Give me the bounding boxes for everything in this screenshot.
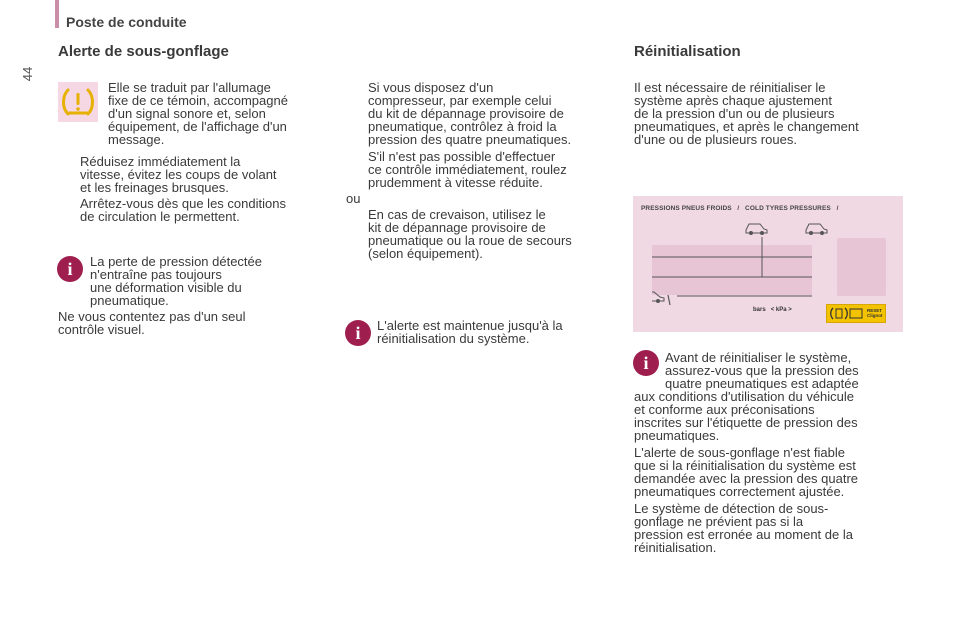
reset-note-line: assurez-vous que la pression des (665, 363, 859, 378)
reliability-line: que si la réinitialisation du système est (634, 458, 856, 473)
car-icon-front (746, 224, 767, 235)
reset-intro-line: d'une ou de plusieurs roues. (634, 132, 797, 147)
header-accent-bar (55, 0, 59, 28)
bullet-item-puncture: En cas de crevaison, utilisez le kit de dépannage provisoire de pneumatique ou la roue de secours (selon équipement). (368, 207, 572, 261)
reset-tyre-icon (830, 306, 866, 321)
bullet-item-stop: Arrêtez-vous dès que les conditions de circulation le permettent. (80, 196, 286, 224)
reliability-line: demandée avec la pression des quatre (634, 471, 859, 486)
or-label: ou (346, 191, 361, 206)
note-line: L'alerte est maintenue jusqu'à la (377, 318, 563, 333)
note-line: La perte de pression détectée (90, 254, 263, 269)
detection-line: réinitialisation. (634, 540, 717, 555)
intro-line: Elle se traduit par l'allumage (108, 80, 271, 95)
intro-line: message. (108, 132, 165, 147)
closing-line: Ne vous contentez pas d'un seul (58, 309, 246, 324)
tyre-label-table (652, 219, 832, 329)
reset-intro-line: pneumatiques, et après le changement (634, 119, 859, 134)
note-line: pneumatique. (90, 293, 169, 308)
reset-button-illustration (826, 304, 886, 323)
reset-intro-line: de la pression d'un ou de plusieurs (634, 106, 835, 121)
reliability-line: L'alerte de sous-gonflage n'est fiable (634, 445, 845, 460)
intro-line: d'un signal sonore et, selon (108, 106, 266, 121)
info-icon: i (57, 256, 83, 282)
tyre-label-title: PRESSIONS PNEUS FROIDS / COLD TYRES PRESSURES / (641, 205, 839, 212)
closing-line: contrôle visuel. (58, 322, 145, 337)
reliability-line: pneumatiques correctement ajustée. (634, 484, 845, 499)
tyre-label-units: bars < kPa > (753, 307, 792, 313)
reset-intro-line: système après chaque ajustement (634, 93, 832, 108)
section-heading-reset: Réinitialisation (634, 43, 741, 60)
tyre-pressure-label (633, 196, 903, 332)
note-line: n'entraîne pas toujours (90, 267, 222, 282)
page-header-title: Poste de conduite (66, 14, 187, 30)
reset-intro-line: Il est nécessaire de réinitialiser le (634, 80, 826, 95)
note-line: une déformation visible du (90, 280, 242, 295)
intro-line: fixe de ce témoin, accompagné (108, 93, 288, 108)
warning-light-box (58, 82, 98, 122)
info-icon: i (633, 350, 659, 376)
note-line: réinitialisation du système. (377, 331, 530, 346)
detection-line: pression est erronée au moment de la (634, 527, 853, 542)
page-number: 44 (20, 66, 35, 82)
intro-line: équipement, de l'affichage d'un (108, 119, 287, 134)
reset-note-line: quatre pneumatiques est adaptée (665, 376, 859, 391)
reset-label-text: RESET Clignot (867, 308, 883, 318)
section-heading-underinflation: Alerte de sous-gonflage (58, 43, 229, 60)
tyre-pressure-warning-icon (61, 86, 95, 118)
reset-note-line: pneumatiques. (634, 428, 720, 443)
reset-note-line: aux conditions d'utilisation du véhicule (634, 389, 855, 404)
reset-note-line: et conforme aux préconisations (634, 402, 815, 417)
reset-note-line: Avant de réinitialiser le système, (665, 350, 852, 365)
car-icon-rear (806, 224, 827, 235)
bullet-item-drive-carefully: S'il n'est pas possible d'effectuer ce contrôle immédiatement, roulez prudemment à vitesse réduite. (368, 149, 567, 190)
bullet-item-reduce-speed: Réduisez immédiatement la vitesse, évitez les coups de volant et les freinages brusques. (80, 154, 277, 195)
detection-line: gonflage ne prévient pas si la (634, 514, 804, 529)
detection-line: Le système de détection de sous- (634, 501, 829, 516)
reset-note-line: inscrites sur l'étiquette de pression des (634, 415, 858, 430)
info-icon: i (345, 320, 371, 346)
tyre-label-side-box (837, 238, 886, 296)
bullet-item-compressor: Si vous disposez d'un compresseur, par exemple celui du kit de dépannage provisoire de pneumatique, contrôlez à froid la pression des quatre pneumatiques. (368, 80, 572, 147)
